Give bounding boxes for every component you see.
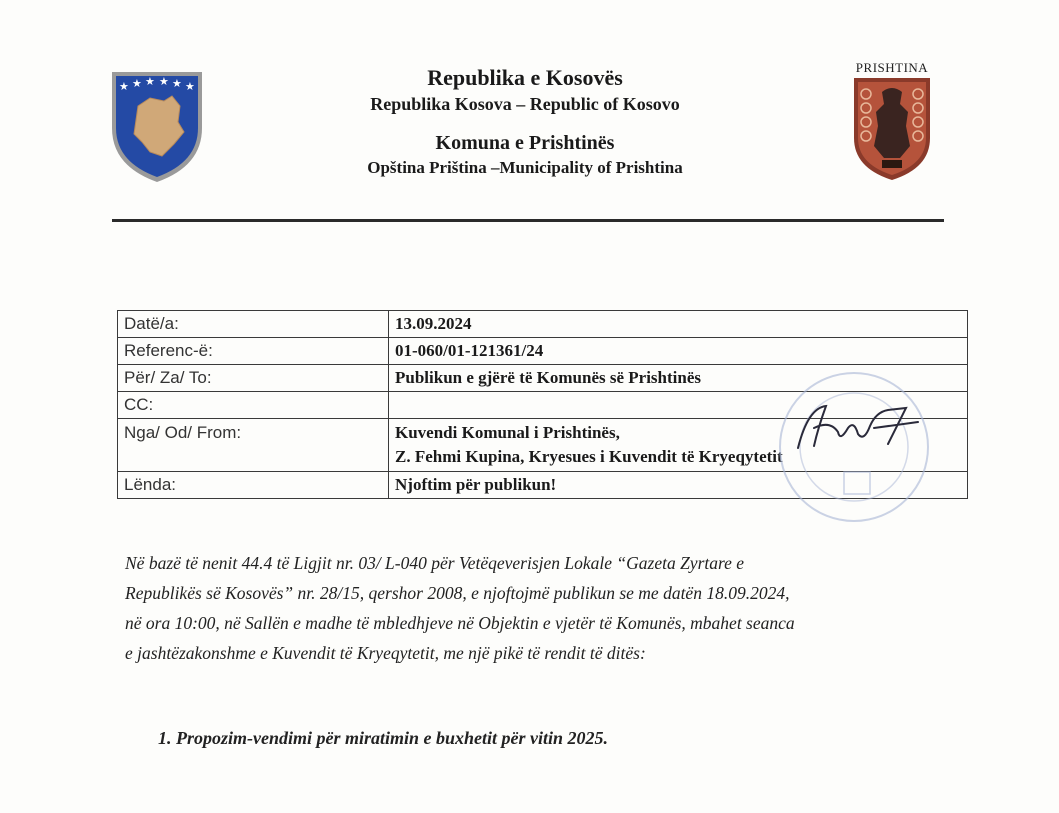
header-municipality-translations: Opština Priština –Municipality of Prishtina	[367, 158, 683, 177]
svg-text:★: ★	[145, 75, 155, 88]
handwritten-signature	[778, 398, 928, 458]
svg-text:★: ★	[132, 77, 142, 90]
from-label: Nga/ Od/ From:	[118, 419, 389, 472]
recipient-value: Publikun e gjërë të Komunës së Prishtinës	[389, 365, 968, 392]
paragraph-line: Republikës së Kosovës” nr. 28/15, qershor 2008, e njoftojmë publikun se me datën 18.09.2024,	[125, 583, 790, 603]
notice-paragraph	[125, 548, 945, 668]
from-value-line1: Kuvendi Komunal i Prishtinës,	[395, 423, 620, 442]
paragraph-line: Në bazë të nenit 44.4 të Ligjit nr. 03/ L-040 për Vetëqeverisjen Lokale “Gazeta Zyrtare e	[125, 553, 745, 573]
svg-text:★: ★	[172, 77, 182, 90]
reference-value: 01-060/01-121361/24	[389, 338, 968, 365]
svg-text:★: ★	[119, 80, 129, 93]
table-row	[118, 311, 968, 338]
subject-value: Njoftim për publikun!	[389, 472, 968, 499]
paragraph-line: në ora 10:00, në Sallën e madhe të mbledhjeve në Objektin e vjetër të Komunës, mbahet seanca	[125, 613, 795, 633]
svg-text:★: ★	[185, 80, 195, 93]
document-header	[260, 64, 790, 180]
agenda-item: 1. Propozim-vendimi për miratimin e buxhetit për vitin 2025.	[158, 728, 609, 748]
reference-label: Referenc-ë:	[118, 338, 389, 365]
header-country-translations: Republika Kosova – Republic of Kosovo	[370, 94, 680, 114]
from-value-line2: Z. Fehmi Kupina, Kryesues i Kuvendit të Kryeqytetit	[395, 447, 783, 466]
cc-label: CC:	[118, 392, 389, 419]
header-country: Republika e Kosovës	[427, 65, 623, 90]
kosovo-coat-of-arms	[108, 66, 206, 186]
header-divider	[112, 219, 944, 222]
date-label: Datë/a:	[118, 311, 389, 338]
recipient-label: Për/ Za/ To:	[118, 365, 389, 392]
emblem-label: PRISHTINA	[855, 60, 929, 75]
paragraph-line: e jashtëzakonshme e Kuvendit të Kryeqytetit, me një pikë të rendit të ditës:	[125, 643, 646, 663]
table-row	[118, 338, 968, 365]
prishtina-emblem	[846, 60, 938, 185]
date-value: 13.09.2024	[389, 311, 968, 338]
header-municipality: Komuna e Prishtinës	[435, 132, 615, 154]
svg-text:★: ★	[159, 75, 169, 88]
subject-label: Lënda:	[118, 472, 389, 499]
